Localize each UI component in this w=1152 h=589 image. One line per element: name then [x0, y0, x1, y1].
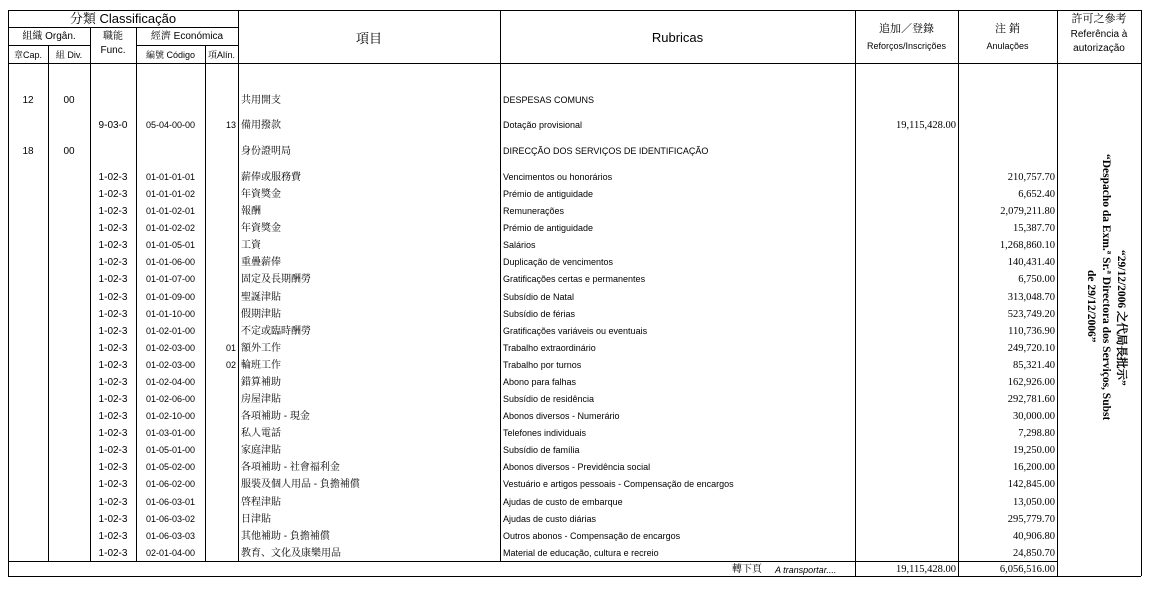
row-pt: Outros abonos - Compensação de encargos: [503, 530, 681, 541]
row-func: 1-02-3: [98, 513, 128, 525]
row-cap: 18: [22, 146, 34, 157]
header-reforcos-pt: Reforços/Inscrições: [866, 41, 947, 51]
authorization-note-line2: “Despacho da Exm.ª Sr.ª Directora dos Serviços, Subst.,: [1100, 154, 1112, 420]
row-func: 1-02-3: [98, 428, 128, 440]
classificacao-underline: [8, 27, 238, 28]
header-anulacoes-zh: 注 銷: [994, 23, 1021, 35]
row-alin: 13: [225, 120, 236, 130]
row-anulacoes: 13,050.00: [1013, 496, 1055, 508]
row-anulacoes: 523,749.20: [1007, 308, 1055, 320]
row-zh: 共用開支: [241, 95, 281, 106]
row-func: 1-02-3: [98, 479, 128, 491]
table-row: [0, 426, 1152, 443]
row-pt: Subsídio de residência: [503, 394, 595, 405]
table-row: [0, 409, 1152, 426]
row-codigo: 02-01-04-00: [145, 547, 196, 558]
row-func: 1-02-3: [98, 462, 128, 474]
row-pt: Abonos diversos - Numerário: [503, 411, 620, 422]
row-func: 1-02-3: [98, 308, 128, 320]
row-zh: 工資: [241, 240, 261, 252]
row-func: 1-02-3: [98, 291, 128, 303]
table-row: [0, 204, 1152, 221]
row-pt: Material de educação, cultura e recreio: [503, 547, 659, 558]
header-projecto: 項目: [355, 31, 382, 46]
row-zh: 備用撥款: [241, 120, 281, 131]
row-codigo: 01-01-02-02: [145, 223, 196, 234]
table-row: [0, 375, 1152, 392]
table-row: [0, 272, 1152, 289]
table-row: [0, 512, 1152, 529]
row-zh: 身份證明局: [241, 146, 291, 157]
row-pt: DIRECÇÃO DOS SERVIÇOS DE IDENTIFICAÇÃO: [503, 146, 709, 156]
row-codigo: 01-06-02-00: [145, 479, 196, 490]
row-pt: Abonos diversos - Previdência social: [503, 462, 651, 473]
row-div: 00: [63, 146, 75, 157]
row-codigo: 01-02-04-00: [145, 376, 196, 387]
subheader-underline-eco: [136, 45, 238, 46]
row-func: 1-02-3: [98, 496, 128, 508]
table-row: [0, 307, 1152, 324]
row-pt: Subsídio de família: [503, 445, 580, 456]
table-row: [0, 187, 1152, 204]
row-codigo: 01-01-07-00: [145, 274, 196, 285]
row-anulacoes: 2,079,211.80: [1000, 206, 1055, 218]
row-zh: 假期津貼: [241, 308, 281, 320]
subheader-underline-org: [8, 45, 90, 46]
row-codigo: 01-02-01-00: [145, 325, 196, 336]
table-row: [0, 118, 1152, 135]
table-top-border: [8, 10, 1141, 11]
row-zh: 日津貼: [241, 513, 271, 525]
row-zh: 其他補助 - 負擔補償: [241, 530, 330, 542]
row-codigo: 01-01-06-00: [145, 257, 196, 268]
row-anulacoes: 6,750.00: [1018, 274, 1055, 286]
row-pt: Remunerações: [503, 206, 565, 217]
table-row: [0, 529, 1152, 546]
row-pt: Subsídio de férias: [503, 308, 576, 319]
row-func: 1-02-3: [98, 411, 128, 423]
row-func: 1-02-3: [98, 530, 128, 542]
row-anulacoes: 15,387.70: [1013, 223, 1055, 235]
row-func: 1-02-3: [98, 223, 128, 235]
header-reforcos-zh: 追加／登錄: [879, 23, 934, 35]
header-anulacoes-pt: Anulações: [986, 41, 1029, 51]
row-anulacoes: 295,779.70: [1007, 513, 1055, 525]
row-codigo: 01-01-09-00: [145, 291, 196, 302]
footer-pt: A transportar....: [775, 565, 837, 575]
footer-zh: 轉下頁: [732, 564, 762, 575]
row-zh: 教育、文化及康樂用品: [241, 547, 341, 559]
row-alin: 01: [225, 342, 236, 353]
row-alin: 02: [225, 359, 236, 370]
row-div: 00: [63, 95, 75, 106]
row-pt: DESPESAS COMUNS: [503, 95, 595, 105]
row-zh: 薪俸或服務費: [241, 172, 301, 183]
row-zh: 固定及長期酬勞: [241, 274, 311, 286]
header-alin: 項Alín.: [207, 50, 235, 60]
row-zh: 輪班工作: [241, 359, 281, 371]
row-anulacoes: 19,250.00: [1013, 445, 1055, 457]
row-codigo: 01-01-01-02: [145, 189, 196, 200]
authorization-note-line1: “29/12/2006 之代局長批示”: [1115, 250, 1127, 386]
row-codigo: 01-01-01-01: [145, 172, 196, 182]
row-pt: Gratificações certas e permanentes: [503, 274, 646, 285]
row-anulacoes: 142,845.00: [1007, 479, 1055, 491]
row-anulacoes: 162,926.00: [1007, 376, 1055, 388]
row-codigo: 01-01-02-01: [145, 206, 196, 217]
row-zh: 錯算補助: [241, 376, 281, 388]
row-func: 1-02-3: [98, 547, 128, 559]
table-row: [0, 290, 1152, 307]
row-func: 1-02-3: [98, 240, 128, 252]
table-row: [0, 477, 1152, 494]
row-anulacoes: 1,268,860.10: [999, 240, 1055, 252]
header-rubricas: Rubricas: [651, 30, 704, 45]
row-func: 1-02-3: [98, 206, 128, 218]
table-row: [0, 93, 1152, 110]
table-row: [0, 221, 1152, 238]
row-codigo: 05-04-00-00: [145, 120, 196, 130]
row-anulacoes: 249,720.10: [1007, 342, 1055, 354]
footer-anulacoes-total: 6,056,516.00: [999, 564, 1055, 575]
row-zh: 服裝及個人用品 - 負擔補償: [241, 479, 360, 491]
row-zh: 聖誕津貼: [241, 291, 281, 303]
table-bottom-border: [8, 576, 1141, 577]
row-pt: Telefones individuais: [503, 428, 587, 439]
row-anulacoes: 6,652.40: [1018, 189, 1055, 201]
header-funcional-pt: Func.: [100, 45, 126, 56]
header-referencia-pt2: autorização: [1073, 43, 1125, 54]
row-func: 1-02-3: [98, 445, 128, 457]
table-row: [0, 170, 1152, 187]
header-div: 組 Div.: [55, 50, 83, 60]
authorization-note: [1018, 150, 1148, 420]
row-codigo: 01-06-03-03: [145, 530, 196, 541]
row-pt: Subsídio de Natal: [503, 291, 575, 302]
row-zh: 家庭津貼: [241, 445, 281, 457]
row-func: 1-02-3: [98, 257, 128, 269]
table-row: [0, 341, 1152, 358]
table-row: [0, 392, 1152, 409]
header-referencia-zh: 許可之參考: [1071, 13, 1127, 25]
row-anulacoes: 85,321.40: [1013, 359, 1055, 371]
row-pt: Abono para falhas: [503, 376, 577, 387]
row-zh: 房屋津貼: [241, 394, 281, 406]
row-cap: 12: [22, 95, 34, 106]
row-func: 1-02-3: [98, 172, 128, 183]
row-zh: 啓程津貼: [241, 496, 281, 508]
row-pt: Duplicação de vencimentos: [503, 257, 614, 268]
row-pt: Prémio de antiguidade: [503, 223, 594, 234]
table-row: [0, 460, 1152, 477]
row-codigo: 01-02-10-00: [145, 411, 196, 422]
footer-reforcos-total: 19,115,428.00: [896, 564, 956, 575]
row-func: 1-02-3: [98, 342, 128, 354]
row-func: 1-02-3: [98, 359, 128, 371]
table-row: [0, 546, 1152, 563]
header-referencia-pt1: Referência à: [1070, 29, 1128, 40]
row-anulacoes: 292,781.60: [1007, 394, 1055, 406]
row-pt: Trabalho por turnos: [503, 359, 582, 370]
row-codigo: 01-02-03-00: [145, 342, 196, 353]
header-codigo: 編號 Código: [145, 50, 196, 60]
row-func: 1-02-3: [98, 325, 128, 337]
header-cap: 章Cap.: [13, 50, 42, 60]
row-anulacoes: 30,000.00: [1013, 411, 1055, 423]
row-anulacoes: 7,298.80: [1018, 428, 1055, 440]
header-funcional-zh: 職能: [103, 31, 123, 42]
table-row: [0, 358, 1152, 375]
row-pt: Gratificações variáveis ou eventuais: [503, 325, 648, 336]
row-reforcos: 19,115,428.00: [896, 120, 956, 131]
row-anulacoes: 313,048.70: [1007, 291, 1055, 303]
row-zh: 各項補助 - 社會福利金: [241, 462, 340, 474]
row-anulacoes: 24,850.70: [1013, 547, 1055, 559]
table-row: [0, 443, 1152, 460]
row-pt: Ajudas de custo diárias: [503, 513, 597, 524]
header-bottom-border: [8, 63, 1141, 64]
row-zh: 報酬: [241, 206, 261, 218]
row-anulacoes: 140,431.40: [1007, 257, 1055, 269]
header-economica: 經濟 Económica: [150, 31, 224, 42]
row-pt: Salários: [503, 240, 536, 251]
row-zh: 年資獎金: [241, 223, 281, 235]
row-codigo: 01-02-06-00: [145, 394, 196, 405]
row-anulacoes: 110,736.90: [1008, 325, 1055, 337]
header-organica: 組織 Orgân.: [22, 31, 76, 42]
row-pt: Vestuário e artigos pessoais - Compensação de encargos: [503, 479, 734, 490]
table-row: [0, 495, 1152, 512]
table-row: [0, 238, 1152, 255]
row-codigo: 01-05-01-00: [145, 445, 196, 456]
row-anulacoes: 210,757.70: [1007, 172, 1055, 183]
row-pt: Trabalho extraordinário: [503, 342, 596, 353]
row-pt: Dotação provisional: [503, 120, 583, 130]
row-zh: 私人電話: [241, 428, 281, 440]
row-func: 1-02-3: [98, 376, 128, 388]
row-codigo: 01-01-10-00: [145, 308, 196, 319]
row-zh: 重疊薪俸: [241, 257, 281, 269]
row-codigo: 01-02-03-00: [145, 359, 196, 370]
table-row: [0, 255, 1152, 272]
table-row: [0, 324, 1152, 341]
row-zh: 各項補助 - 現金: [241, 411, 310, 423]
row-zh: 不定或臨時酬勞: [241, 325, 311, 337]
row-codigo: 01-03-01-00: [145, 428, 196, 439]
row-codigo: 01-01-05-01: [145, 240, 196, 251]
row-zh: 額外工作: [241, 342, 281, 354]
row-pt: Vencimentos ou honorários: [503, 172, 613, 182]
row-func: 9-03-0: [98, 120, 128, 131]
row-codigo: 01-05-02-00: [145, 462, 196, 473]
authorization-note-line3: de 29/12/2006”: [1085, 270, 1097, 343]
row-codigo: 01-06-03-02: [145, 513, 196, 524]
row-pt: Ajudas de custo de embarque: [503, 496, 623, 507]
row-codigo: 01-06-03-01: [145, 496, 196, 507]
row-func: 1-02-3: [98, 274, 128, 286]
header-classificacao: 分類 Classificação: [69, 11, 177, 26]
row-func: 1-02-3: [98, 189, 128, 201]
row-anulacoes: 40,906.80: [1013, 530, 1055, 542]
row-pt: Prémio de antiguidade: [503, 189, 594, 200]
row-zh: 年資獎金: [241, 189, 281, 201]
table-row: [0, 144, 1152, 161]
row-anulacoes: 16,200.00: [1013, 462, 1055, 474]
row-func: 1-02-3: [98, 394, 128, 406]
